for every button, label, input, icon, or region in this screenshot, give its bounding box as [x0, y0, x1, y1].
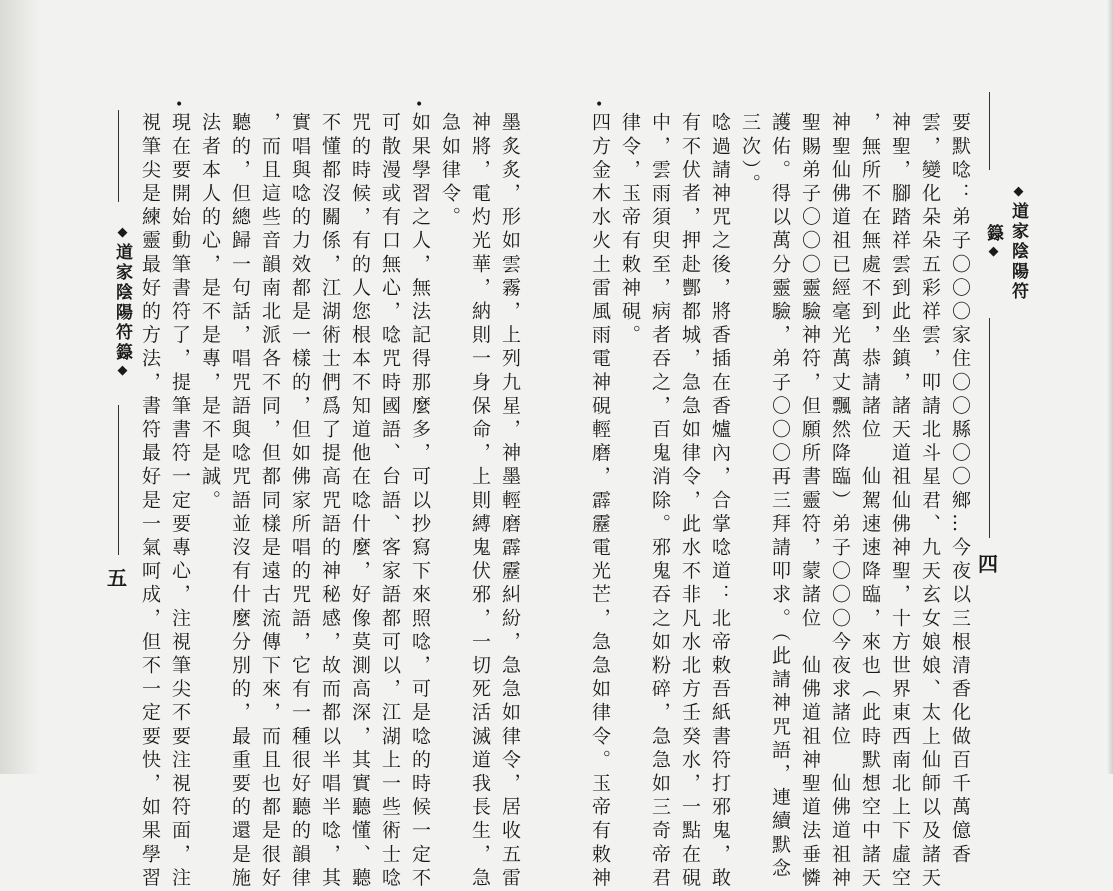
- text-line: ，而且這些音韻南北派各不同，但都同樣是遠古流傳下來，而且也都是很好: [259, 112, 281, 891]
- binding-gutter: [0, 0, 40, 774]
- header-rule-top: [118, 110, 119, 202]
- diamond-ornament-icon: ◆: [986, 244, 1001, 262]
- text-line: 法者本人的心，是不是專，是不是誠。: [199, 112, 221, 514]
- text-line: 聖賜弟子〇〇〇靈驗神符，但願所書靈符，蒙諸位 仙佛道祖神聖道法垂憐: [799, 112, 821, 891]
- diamond-ornament-icon: ◆: [1011, 184, 1026, 202]
- bullet-icon: •: [175, 97, 184, 113]
- text-line: 急如律令。: [439, 112, 461, 230]
- diamond-ornament-icon: ◆: [115, 363, 130, 381]
- text-line: 現在要開始動筆書符了，提筆書符一定要專心，注視筆尖不要注視符面，注: [169, 112, 191, 891]
- text-line: 三次）。: [739, 112, 761, 197]
- text-line: 要默唸：弟子〇〇〇家住〇〇縣〇〇鄉…今夜以三根清香化做百千萬億香: [949, 112, 971, 868]
- diamond-ornament-icon: ◆: [115, 225, 130, 243]
- right-running-header: ◆道家陰陽符籙◆: [983, 184, 1028, 302]
- text-line: 唸過請神咒之後，將香插在香爐內，合掌唸道：北帝敕吾紙書符打邪鬼，敢: [709, 112, 731, 891]
- header-rule-top: [989, 92, 990, 170]
- text-line: 雲，變化朵朵五彩祥雲，叩請北斗星君、九天玄女娘娘、太上仙師以及諸天: [919, 112, 941, 891]
- text-line: 實唱與唸的力效都是一樣的，但如佛家所唱的咒語，它有一種很好聽的韻律: [289, 112, 311, 891]
- text-line: 神聖，腳踏祥雲到此坐鎮，諸天道祖仙佛神聖，十方世界東西南北上下虛空: [889, 112, 911, 891]
- text-line: 四方金木水火土雷風雨電神硯輕磨，霹靂電光芒，急急如律令。玉帝有敕神: [589, 112, 611, 891]
- text-line: 有不伏者，押赴酆都城，急急如律令，此水不非凡水北方壬癸水，一點在硯: [679, 112, 701, 891]
- text-line: 中，雲雨須臾至，病者吞之，百鬼消除。邪鬼吞之如粉碎，急急如三奇帝君: [649, 112, 671, 891]
- bullet-icon: •: [415, 97, 424, 113]
- text-line: 可散漫或有口無心，唸咒時國語、台語、客家語都可以，江湖上一些術士唸: [379, 112, 401, 891]
- text-line: 聽的，但總歸一句話，唱咒語與唸咒語並沒有什麼分別的，最重要的還是施: [229, 112, 251, 891]
- text-line: 律令，玉帝有敕神硯。: [619, 112, 641, 348]
- page-number-right: 四: [978, 552, 998, 576]
- header-rule-bottom: [989, 318, 990, 538]
- text-line: 如果學習之人，無法記得那麼多，可以抄寫下來照唸，可是唸的時候一定不: [409, 112, 431, 891]
- text-line: ，無所不在無處不到，恭請諸位 仙駕速速降臨，來也（此時默想空中諸天: [859, 112, 881, 891]
- bullet-icon: •: [595, 97, 604, 113]
- text-line: 咒的時候，有的人您根本不知道他在唸什麼，好像莫測高深，其實聽懂、聽: [349, 112, 371, 891]
- text-line: 神聖仙佛道祖已經毫光萬丈飄然降臨）弟子〇〇〇今夜求諸位 仙佛道祖神: [829, 112, 851, 891]
- text-line: 神將，電灼光華，納則一身保命，上則縛鬼伏邪，一切死活滅道我長生，急: [469, 112, 491, 891]
- text-line: 視筆尖是練靈最好的方法，書符最好是一氣呵成，但不一定要快，如果學習: [139, 112, 161, 891]
- page-edge: [1107, 0, 1113, 774]
- text-line: 不懂都沒關係，江湖術士們爲了提高咒語的神秘感，故而都以半唱半唸，其: [319, 112, 341, 891]
- header-rule-bottom: [118, 405, 119, 555]
- left-running-header: ◆道家陰陽符籙◆: [112, 225, 132, 381]
- text-line: 墨炙炙，形如雲霧，上列九星，神墨輕磨霹靂糾紛，急急如律令，居收五雷: [499, 112, 521, 891]
- text-line: 護佑。得以萬分靈驗，弟子〇〇〇再三拜請叩求。（此請神咒語，連續默念: [769, 112, 791, 882]
- page-number-left: 五: [107, 566, 127, 590]
